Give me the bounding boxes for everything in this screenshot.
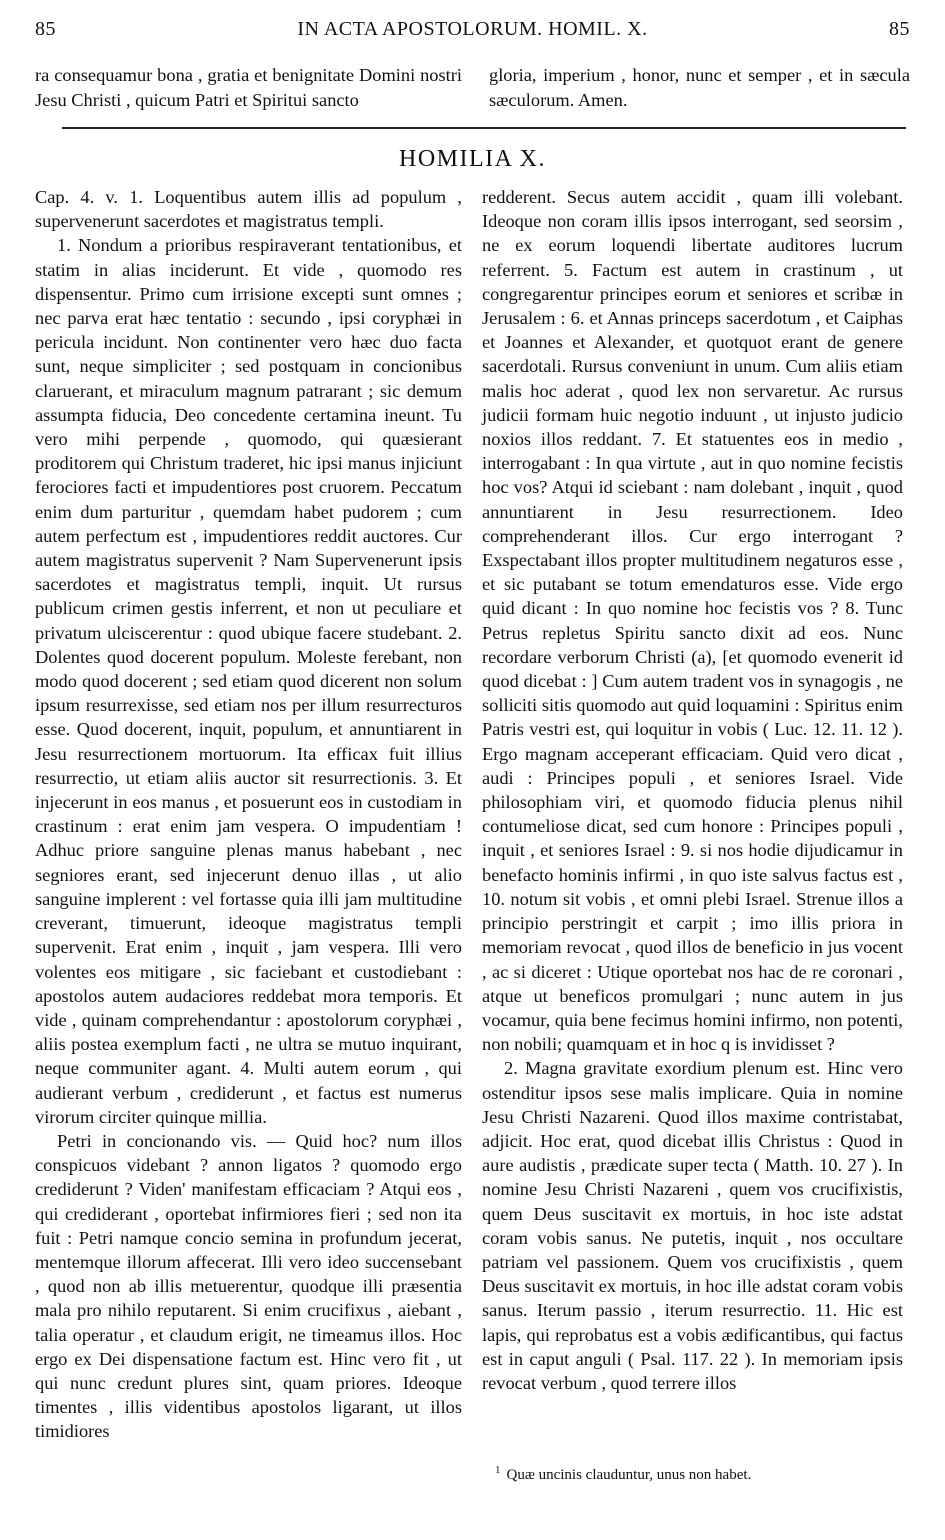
running-title: IN ACTA APOSTOLORUM. HOMIL. X. <box>297 18 648 40</box>
section-divider <box>62 127 906 129</box>
right-paragraph: redderent. Secus autem accidit , quam illi volebant. Ideoque non coram illis ipsos interrogant, sed seorsim , ne ex eorum loquendi libertate auditores lucrum referrent. 5. Factum est autem in crastinum , ut congregarentur principes eorum et seniores et scribæ in Jerusalem : 6. et Annas princeps sacerdotum , et Caiphas et Joannes et Alexander, et quotquot erant de genere sacerdotali. Rursus conveniunt in unum. Cum aliis etiam malis hoc aderat , quod lex non servaretur. Ac rursus judicii formam huic negotio induunt , ut injusto judicio noxios illos reddant. 7. Et statuentes eos in medio , interrogabant : In qua virtute , aut in quo nomine fecistis hoc vos? Atqui id sciebant : nam dolebant , inquit , quod annuntiarent in Jesu resurrectionem. Ideo comprehenderant illos. Cur ergo interrogant ? Exspectabant illos propter multitudinem negaturos esse , et sic putabant se totum emendaturos esse. Vide ergo quid dicant : In quo nomine hoc fecistis vos ? 8. Tunc Petrus repletus Spiritu sancto dixit ad eos. Nunc recordare verborum Christi (a), [et quomodo evenerit id quod dicebat : ] Cum autem tradent vos in synagogis , ne solliciti sitis quomodo aut quid loquamini : Spiritus enim Patris vestri est, qui loquitur in vobis ( Luc. 12. 11. 12 ). Ergo magnam acceperant efficaciam. Quid vero dicat , audi : Principes populi , et seniores Israel. Vide philosophiam viri, et quomodo fiducia plenus nihil contumeliose dicat, sed cum honore : Principes populi , inquit , et seniores Israel : 9. si nos hodie dijudicamur in benefacto hominis infirmi , in quo iste salvus factus est , 10. notum sit vobis , et omni plebi Israel. Strenue illos a principio perstringit et carpit ; imo illis priora in memoriam revocat , quod illos de beneficio in jus vocent , ac si diceret : Utique oportebat nos hac de re coronari , atque ut beneficos promulgari ; nunc autem in jus vocamur, quia bene fecimus homini infirmo, non potenti, non nobili; quamquam et in hoc q is invidisset ? <box>482 187 903 1055</box>
right-paragraph: 2. Magna gravitate exordium plenum est. Hinc vero ostenditur ipsos sese malis implicare. Quia in nomine Jesu Christi Nazareni. Quod illos maxime contristabat, adjicit. Hoc erat, quod dicebat illis Christus : Quod in aure audistis , prædicate super tecta ( Matth. 10. 27 ). In nomine Jesu Christi Nazareni , quem vos crucifixistis, quem Deus suscitavit ex mortuis, in hoc iste adstat coram vobis sanus. Ne putetis, inquit , nos occultare patriam vel passionem. Quem vos crucifixistis , quem Deus suscitavit ex mortuis, in hoc ille adstat coram vobis sanus. Iterum passio , iterum resurrectio. 11. Hic est lapis, qui reprobatus est a vobis ædificantibus, qui factus est in caput anguli ( Psal. 117. 22 ). In memoriam ipsis revocat verbum , quod terrere illos <box>482 1058 903 1393</box>
left-paragraph: Cap. 4. v. 1. Loquentibus autem illis ad populum , supervenerunt sacerdotes et magistratus templi. <box>35 187 462 232</box>
page-number-right: 85 <box>889 18 910 40</box>
footnote <box>495 1460 905 1485</box>
footnote-mark: 1 <box>495 1464 501 1476</box>
right-column <box>482 185 903 1395</box>
left-column <box>35 185 462 1444</box>
left-paragraph: 1. Nondum a prioribus respiraverant tentationibus, et statim in alias inciderunt. Et vide , quomodo res dispensentur. Primo cum irrisione excepti sunt omnes ; nec parva erat hæc tentatio : secundo , ipsi coryphæi in pericula incidunt. Non continenter vero hæc duo facta sunt, neque simpliciter ; sed postquam in concionibus claruerant, et miraculum magnum patrarant ; sic demum assumpta fiducia, Deo concedente certamina ineunt. Tu vero mihi perpende , quomodo, qui quæsierant proditorem qui Christum traderet, hic ipsi manus injiciunt ferociores facti et impudentiores post cruorem. Peccatum enim dum parturitur , quemdam habet pudorem ; cum autem perfectum est , impudentiores reddit auctores. Cur autem magistratus supervenit ? Nam Supervenerunt ipsis sacerdotes et magistratus templi, inquit. Ut rursus publicum crimen gestis inferrent, et non ut peculiare et privatum ulciscerentur : quod ubique facere studebant. 2. Dolentes quod docerent populum. Moleste ferebant, non modo quod docerent ; sed etiam quod dicerent non solum ipsum resurrexisse, sed etiam nos per illum resurrecturos esse. Quod docerent, inquit, populum, et annuntiarent in Jesu resurrectionem mortuorum. Ita efficax fuit illius resurrectio, ut etiam aliis auctor sit resurrectionis. 3. Et injecerunt in eos manus , et posuerunt eos in custodiam in crastinum : erat enim jam vespera. O impudentiam ! Adhuc priore sanguine plenas manus habebant , nec segniores erant, sed injecerunt denuo illas , ut alio sanguine implerent : vel fortasse quia illi jam multitudine creverant, timuerunt, ideoque magistratus templi supervenit. Erat enim , inquit , jam vespera. Illi vero volentes eos mitigare , sic faciebant et custodiebant : apostolos autem audaciores reddebat mora temporis. Et vide , quinam comprehendantur : apostolorum coryphæi , aliis postea exemplum facti , ne ultra se mutuo inquirant, neque communiter agant. 4. Multi autem eorum , qui audierant verbum , crediderunt , et factus est numerus virorum circiter quinque millia. <box>35 235 462 1127</box>
running-header <box>0 18 945 52</box>
footnote-text: Quæ uncinis clauduntur, unus non habet. <box>506 1467 752 1483</box>
left-paragraph: Petri in concionando vis. — Quid hoc? num illos conspicuos videbant ? annon ligatos ? quomodo ergo crediderunt ? Viden' manifestam efficaciam ? Atqui eos , qui crediderant , oportebat infirmiores fieri ; sed non ita fuit : Petri namque concio semina in profundum jecerat, mentemque illorum affecerat. Illi vero ideo succensebant , quod non ab illis metuerentur, quodque illi præsentia mala pro nihilo reputarent. Si enim crucifixus , aiebant , talia operatur , et claudum erigit, ne timeamus illos. Hoc ergo ex Dei dispensatione factum est. Hinc vero fit , ut qui nunc credunt plures sint, quam priores. Ideoque timentes , illis videntibus apostolos ligarant, ut illos timidiores <box>35 1130 462 1442</box>
homily-title: HOMILIA X. <box>399 146 546 172</box>
page-number-left: 85 <box>35 18 56 40</box>
top-left-text: ra consequamur bona , gratia et benignitate Domini nostri Jesu Christi , quicum Patri et Spiritui sancto <box>35 65 462 110</box>
top-right-text: gloria, imperium , honor, nunc et semper , et in sæcula sæculorum. Amen. <box>489 65 910 110</box>
